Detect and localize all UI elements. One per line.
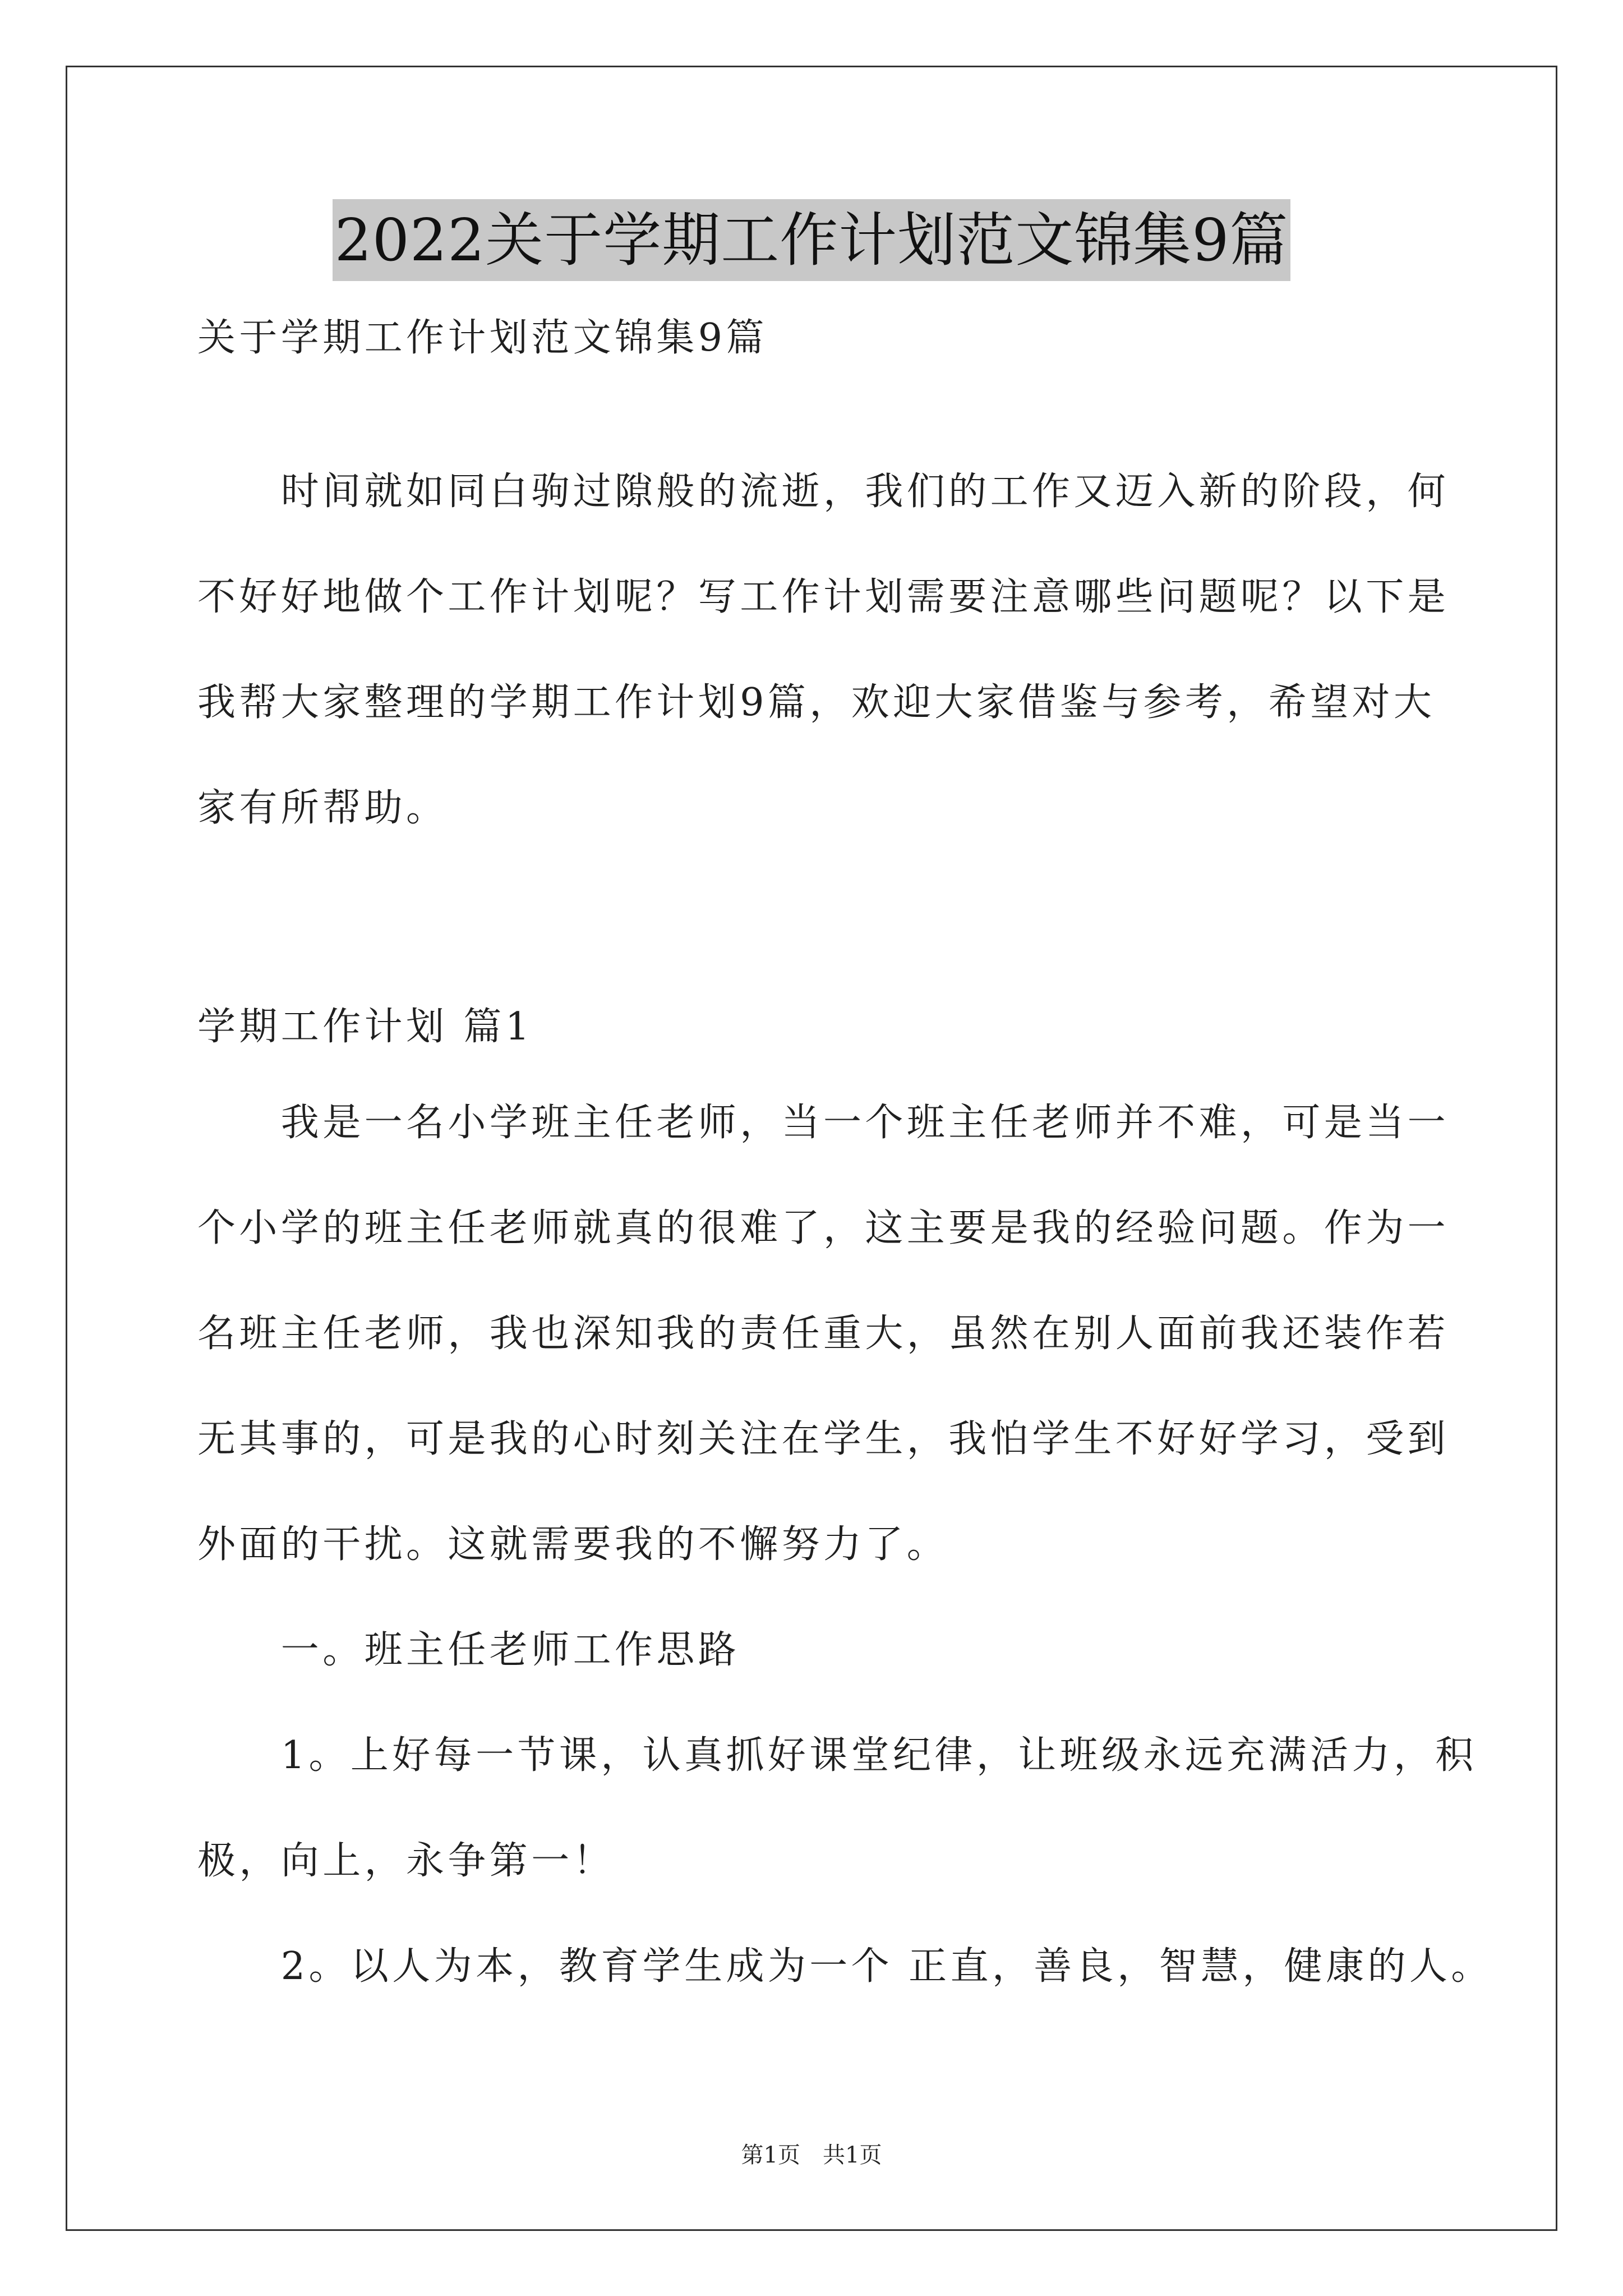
page-border (66, 66, 1557, 2231)
paragraph-line: 我是一名小学班主任老师，当一个班主任老师并不难，可是当一 (197, 1101, 1450, 1145)
list-item-line: 极，向上，永争第一！ (197, 1839, 615, 1883)
paragraph-line: 无其事的，可是我的心时刻关注在学生，我怕学生不好好学习，受到 (197, 1417, 1450, 1461)
page-footer: 第1页 共1页 (741, 2142, 882, 2168)
paragraph-line: 外面的干扰。这就需要我的不懈努力了。 (197, 1522, 949, 1567)
subtitle-line: 关于学期工作计划范文锦集9篇 (197, 316, 768, 360)
section-heading: 学期工作计划 篇1 (197, 1005, 533, 1049)
paragraph-line: 不好好地做个工作计划呢？写工作计划需要注意哪些问题呢？以下是 (197, 575, 1450, 619)
paragraph-line: 时间就如同白驹过隙般的流逝，我们的工作又迈入新的阶段，何 (197, 470, 1450, 514)
list-heading: 一。班主任老师工作思路 (197, 1628, 740, 1672)
document-title: 2022关于学期工作计划范文锦集9篇 (333, 199, 1291, 281)
paragraph-line: 我帮大家整理的学期工作计划9篇，欢迎大家借鉴与参考，希望对大 (197, 680, 1436, 725)
paragraph-line: 名班主任老师，我也深知我的责任重大，虽然在别人面前我还装作若 (197, 1312, 1450, 1356)
paragraph-line: 个小学的班主任老师就真的很难了，这主要是我的经验问题。作为一 (197, 1206, 1450, 1250)
list-item-line: 2。以人为本，教育学生成为一个 正直，善良，智慧，健康的人。 (197, 1944, 1493, 1989)
list-item-line: 1。上好每一节课，认真抓好课堂纪律，让班级永远充满活力，积 (197, 1733, 1477, 1778)
paragraph-line: 家有所帮助。 (197, 786, 448, 830)
title-container (0, 199, 1623, 281)
